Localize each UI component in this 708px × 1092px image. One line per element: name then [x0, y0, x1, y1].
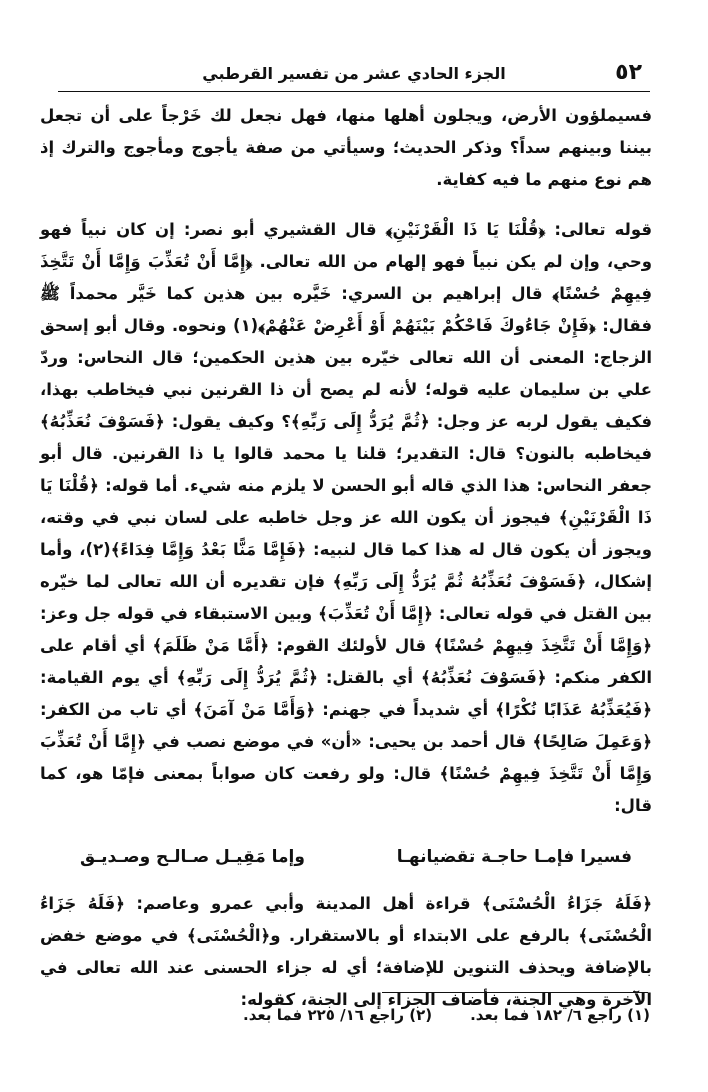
- running-title: الجزء الحادي عشر من تفسير القرطبي: [202, 64, 506, 83]
- paragraph: ﴿فَلَهُ جَزَاءُ الْحُسْنَى﴾ قراءة أهل المدينة وأبي عمرو وعاصم: ﴿فَلَهُ جَزَاءُ الْحُسْنَى﴾ بالرفع على الابتداء أو بالاستقرار. و﴿الْحُسْنَى﴾ في موضع خفض بالإضافة ويحذف التنوين للإضافة؛ أي له جزاء الحسنى عند الله تعالى في الآخرة وهي الجنة، فأضاف الجزاء إلى الجنة، كقوله:: [40, 894, 652, 1009]
- footnotes: [40, 1002, 650, 1028]
- poetry-verse: [40, 840, 652, 874]
- page-number: ٥٢: [615, 60, 642, 85]
- body-text: [40, 100, 652, 1016]
- footnote: (٢) راجع ١٦/ ٢٢٥ فما بعد.: [243, 1006, 433, 1024]
- paragraph: قوله تعالى: ﴿قُلْنَا يَا ذَا الْقَرْنَيْنِ﴾ قال القشيري أبو نصر: إن كان نبياً فهو وحي، وإن لم يكن نبياً فهو إلهام من الله تعالى. ﴿إِمَّا أَنْ تُعَذِّبَ وَإِمَّا أَنْ تَتَّخِذَ فِيهِمْ حُسْنًا﴾ قال إبراهيم بن السري: خَيَّره بين هذين كما خَيَّر محمداً ﷺ فقال: ﴿فَإِنْ جَاءُوكَ فَاحْكُمْ بَيْنَهُمْ أَوْ أَعْرِضْ عَنْهُمْ﴾(١) ونحوه. وقال أبو إسحق الزجاج: المعنى أن الله تعالى خيّره بين هذين الحكمين؛ قال النحاس: وردّ علي بن سليمان عليه قوله؛ لأنه لم يصح أن ذا القرنين نبي فيخاطب بهذا، فكيف يقول لربه عز وجل: ﴿ثُمَّ يُرَدُّ إِلَى رَبِّهِ﴾؟ وكيف يقول: ﴿فَسَوْفَ نُعَذِّبُهُ﴾ فيخاطبه بالنون؟ قال: التقدير؛ قلنا يا محمد قالوا يا ذا القرنين. قال أبو جعفر النحاس: هذا الذي قاله أبو الحسن لا يلزم منه شيء. أما قوله: ﴿قُلْنَا يَا ذَا الْقَرْنَيْنِ﴾ فيجوز أن يكون الله عز وجل خاطبه على لسان نبي في وقته، ويجوز أن يكون قال له هذا كما قال لنبيه: ﴿فَإِمَّا مَنًّا بَعْدُ وَإِمَّا فِدَاءً﴾(٢)، وأما إشكال، ﴿فَسَوْفَ نُعَذِّبُهُ ثُمَّ يُرَدُّ إِلَى رَبِّهِ﴾ فإن تقديره أن الله تعالى لما خيّره بين القتل في قوله تعالى: ﴿إِمَّا أَنْ تُعَذِّبَ﴾ وبين الاستبقاء في قوله جل وعز: ﴿وَإِمَّا أَنْ تَتَّخِذَ فِيهِمْ حُسْنًا﴾ قال لأولئك القوم: ﴿أَمَّا مَنْ ظَلَمَ﴾ أي أقام على الكفر منكم: ﴿فَسَوْفَ نُعَذِّبُهُ﴾ أي بالقتل: ﴿ثُمَّ يُرَدُّ إِلَى رَبِّهِ﴾ أي يوم القيامة: ﴿فَيُعَذِّبُهُ عَذَابًا نُكْرًا﴾ أي شديداً في جهنم: ﴿وَأَمَّا مَنْ آمَنَ﴾ أي تاب من الكفر: ﴿وَعَمِلَ صَالِحًا﴾ قال أحمد بن يحيى: «أن» في موضع نصب في ﴿إِمَّا أَنْ تُعَذِّبَ وَإِمَّا أَنْ تَتَّخِذَ فِيهِمْ حُسْنًا﴾ قال: ولو رفعت كان صواباً بمعنى فإمّا هو، كما قال:: [40, 220, 652, 815]
- verse-right-hemistich: فسيرا فإمـا حاجـة تقضيانهـا: [396, 847, 632, 867]
- page-header: [58, 58, 650, 92]
- header-rule: [58, 91, 650, 92]
- verse-left-hemistich: وإما مَقِيـل صـالـح وصـديـق: [80, 847, 305, 867]
- footnote-rule: [382, 992, 648, 993]
- paragraph: فسيملؤون الأرض، ويجلون أهلها منها، فهل نجعل لك خَرْجاً على أن تجعل بيننا وبينهم سداً؟ وذكر الحديث؛ وسيأتي من صفة يأجوج ومأجوج والترك إذ هم نوع منهم ما فيه كفاية.: [40, 106, 652, 189]
- footnote: (١) راجع ٦/ ١٨٢ فما بعد.: [470, 1006, 650, 1024]
